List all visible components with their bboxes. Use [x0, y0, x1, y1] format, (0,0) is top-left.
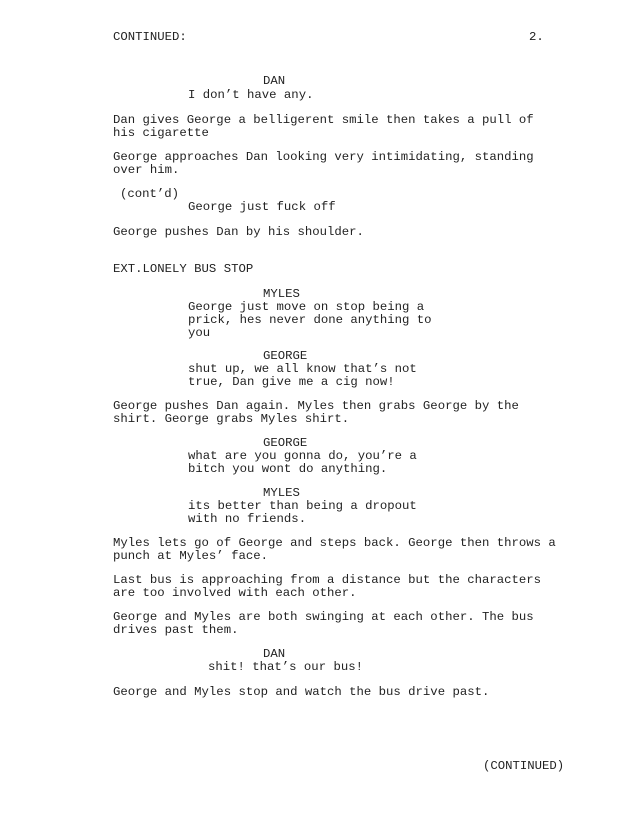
action-line: drives past them. — [113, 623, 239, 637]
dialogue-line: George just move on stop being a — [188, 300, 425, 314]
action-line: Dan gives George a belligerent smile then takes a pull of — [113, 113, 534, 127]
dialogue-line: with no friends. — [188, 512, 307, 526]
action-line: George and Myles are both swinging at each other. The bus — [113, 610, 534, 624]
dialogue-line: bitch you wont do anything. — [188, 462, 388, 476]
action-line: George approaches Dan looking very intimidating, standing — [113, 150, 534, 164]
action-line: are too involved with each other. — [113, 586, 357, 600]
dialogue-line: George just fuck off — [188, 200, 336, 214]
character-name: GEORGE — [263, 436, 308, 450]
dialogue-line: shut up, we all know that’s not — [188, 362, 417, 376]
dialogue-line: what are you gonna do, you’re a — [188, 449, 417, 463]
action-line: shirt. George grabs Myles shirt. — [113, 412, 350, 426]
character-name: MYLES — [263, 287, 300, 301]
character-name: DAN — [263, 74, 286, 88]
header-continued: CONTINUED: — [113, 30, 187, 44]
character-name: MYLES — [263, 486, 300, 500]
parenthetical: (cont’d) — [120, 187, 180, 201]
dialogue-line: I don’t have any. — [188, 88, 314, 102]
dialogue-line: true, Dan give me a cig now! — [188, 375, 395, 389]
action-line: Myles lets go of George and steps back. George then throws a — [113, 536, 556, 550]
dialogue-line: prick, hes never done anything to — [188, 313, 432, 327]
action-line: Last bus is approaching from a distance but the characters — [113, 573, 542, 587]
action-line: over him. — [113, 163, 180, 177]
character-name: GEORGE — [263, 349, 308, 363]
action-line: his cigarette — [113, 126, 209, 140]
dialogue-line: you — [188, 326, 211, 340]
dialogue-line: its better than being a dropout — [188, 499, 417, 513]
footer-continued: (CONTINUED) — [483, 759, 565, 773]
dialogue-line: shit! that’s our bus! — [208, 660, 363, 674]
scene-heading: EXT.LONELY BUS STOP — [113, 262, 254, 276]
action-line: George pushes Dan again. Myles then grabs George by the — [113, 399, 519, 413]
action-line: George pushes Dan by his shoulder. — [113, 225, 364, 239]
action-line: George and Myles stop and watch the bus drive past. — [113, 685, 490, 699]
character-name: DAN — [263, 647, 286, 661]
action-line: punch at Myles’ face. — [113, 549, 268, 563]
page-number: 2. — [529, 30, 544, 44]
